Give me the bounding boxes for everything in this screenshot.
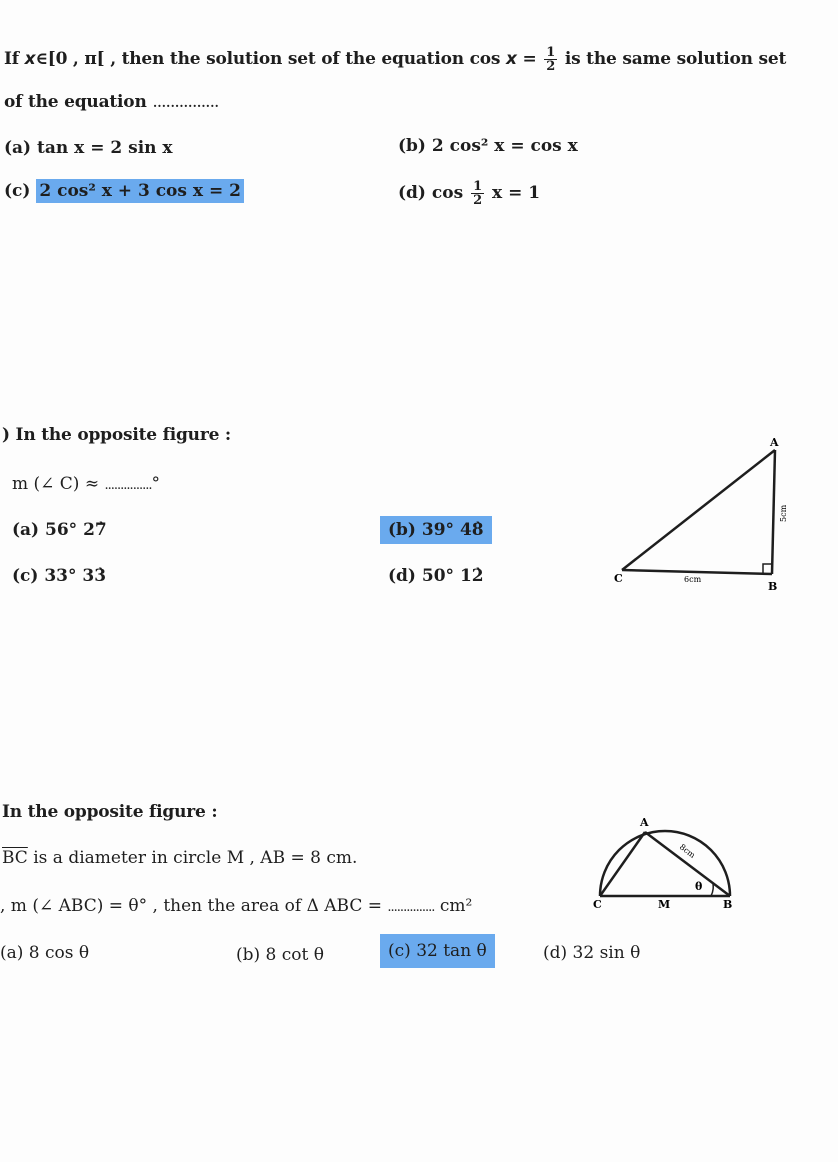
q2-option-c[interactable]: (c) 33° 33̀ <box>12 566 107 586</box>
q3-line2-text: , m (∠ ABC) = θ° , then the area of Δ ABC = <box>0 896 382 916</box>
q1-option-a[interactable]: (a) tan x = 2 sin x <box>4 138 173 158</box>
q3-chord-ab <box>645 832 730 896</box>
q1-blank: ............... <box>152 92 219 112</box>
q3-line2 <box>0 896 472 916</box>
q2-label-b: B <box>768 580 778 593</box>
q1-var2: x <box>506 49 517 69</box>
q1-line1-end: is the same solution set <box>564 49 787 69</box>
q2-label-5cm: 5cm <box>779 504 788 522</box>
q3-angle-arc <box>711 884 713 896</box>
q2-option-a[interactable]: (a) 56° 27̀ <box>12 520 107 540</box>
q1-fraction <box>544 46 557 73</box>
q2-label-a: A <box>770 436 779 449</box>
q3-option-b[interactable]: (b) 8 cot θ <box>236 945 324 965</box>
q3-segment-bc: $\overline{BC}$ <box>2 848 28 868</box>
q2-side-ca <box>622 450 775 570</box>
q3-line1-text: is a diameter in circle M , AB = 8 cm. <box>33 848 358 868</box>
q1-line1 <box>4 46 786 73</box>
q2-triangle-figure <box>600 430 800 600</box>
q2-option-d[interactable]: (d) 50° 12̀ <box>388 566 484 586</box>
q3-chord-ca <box>600 832 645 896</box>
q1-option-d-prefix: (d) cos <box>398 183 464 203</box>
q1-var: x <box>24 49 36 69</box>
q2-prompt <box>12 474 160 494</box>
q3-label-b: B <box>723 898 733 911</box>
q1-option-c-label: (c) <box>4 181 31 201</box>
q1-option-d[interactable] <box>398 180 540 207</box>
q1-line2 <box>4 92 218 112</box>
q3-label-m: M <box>658 898 671 911</box>
q2-side-cb <box>622 570 772 574</box>
q1-option-d-den: 2 <box>473 193 483 208</box>
q3-blank: ............... <box>387 900 435 915</box>
q2-side-ab <box>772 450 775 574</box>
q2-right-angle-mark <box>763 564 772 573</box>
q3-option-d[interactable]: (d) 32 sin θ <box>543 943 641 963</box>
q1-option-d-fraction <box>471 180 484 207</box>
q3-semicircle-arc <box>600 831 730 896</box>
q3-label-8cm: 8cm <box>677 842 697 860</box>
q1-frac-den: 2 <box>546 59 556 74</box>
q3-line1 <box>2 848 357 868</box>
q3-label-c: C <box>593 898 602 911</box>
q2-label-6cm: 6cm <box>684 575 702 584</box>
q1-interval: ∈[0 , π[ <box>35 49 105 69</box>
q1-line2-text: of the equation <box>4 92 147 112</box>
q1-option-c[interactable] <box>4 181 244 201</box>
q1-frac-num: 1 <box>546 45 556 60</box>
q2-heading: ) In the opposite figure : <box>2 425 231 445</box>
q1-option-d-num: 1 <box>473 179 483 194</box>
q2-prompt-text: m (∠ C) ≈ <box>12 474 100 494</box>
q1-option-d-suffix: x = 1 <box>492 183 541 203</box>
q1-line1-mid: , then the solution set of the equation cos <box>110 49 501 69</box>
q2-label-c: C <box>614 572 623 585</box>
q2-blank: ............... <box>104 478 152 493</box>
q3-unit: cm² <box>439 896 473 916</box>
q3-heading: In the opposite figure : <box>2 802 218 822</box>
q1-if: If <box>4 49 19 69</box>
q2-option-b[interactable]: (b) 39° 48̀ <box>380 516 492 544</box>
q1-option-c-highlight: 2 cos² x + 3 cos x = 2 <box>36 179 244 203</box>
q1-eq: = <box>522 49 537 69</box>
q3-option-a[interactable]: (a) 8 cos θ <box>0 943 90 963</box>
q3-option-c[interactable]: (c) 32 tan θ <box>380 934 495 968</box>
q3-label-theta: θ <box>695 880 703 893</box>
q3-semicircle-figure <box>585 808 745 913</box>
q2-degree: ° <box>151 474 160 494</box>
q1-option-b[interactable]: (b) 2 cos² x = cos x <box>398 136 578 156</box>
q3-label-a: A <box>640 816 649 829</box>
